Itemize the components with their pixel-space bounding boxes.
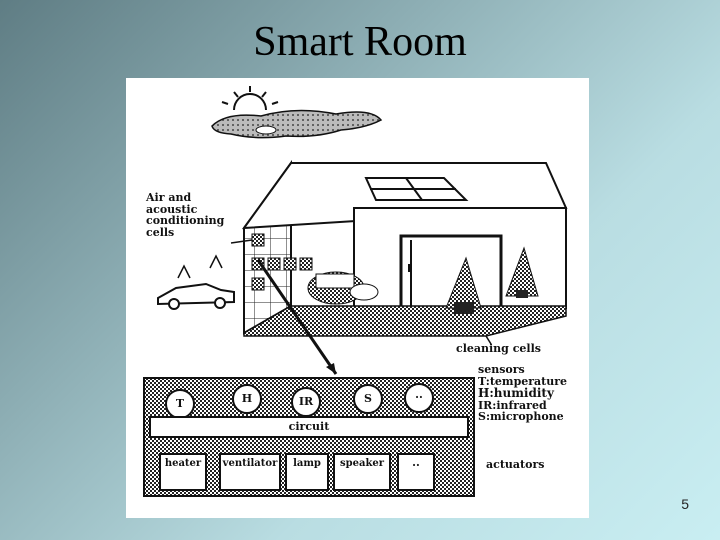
cleaning-cells-label: cleaning cells bbox=[456, 342, 541, 355]
sun-icon bbox=[222, 86, 278, 110]
speaker-label: speaker bbox=[339, 458, 385, 469]
car-icon bbox=[158, 284, 234, 309]
sensor-ir-label: IR bbox=[298, 395, 314, 408]
sensor-t-label: T bbox=[175, 397, 185, 410]
room-illustration bbox=[126, 78, 589, 518]
sensor-s-label: S bbox=[364, 392, 372, 405]
heater-label: heater bbox=[164, 458, 202, 469]
actuator-more-label: .. bbox=[412, 456, 420, 469]
noise-lines-icon bbox=[178, 256, 222, 278]
circuit-label: circuit bbox=[288, 420, 330, 433]
air-acoustic-label: Air and acoustic conditioning cells bbox=[146, 191, 225, 239]
arrow-head bbox=[326, 363, 336, 374]
smart-room-figure bbox=[126, 78, 589, 518]
sensors-legend: sensors T:temperature H:humidity IR:infrared S:microphone bbox=[478, 363, 568, 424]
slide-title: Smart Room bbox=[253, 19, 467, 65]
cloud-icon bbox=[212, 110, 381, 137]
lamp-label: lamp bbox=[293, 458, 321, 469]
ventilator-label: ventilator bbox=[222, 458, 278, 469]
actuators-label: actuators bbox=[486, 458, 545, 471]
page-number: 5 bbox=[681, 496, 689, 512]
sensor-more-label: .. bbox=[415, 388, 423, 401]
sensor-h-label: H bbox=[241, 392, 253, 405]
